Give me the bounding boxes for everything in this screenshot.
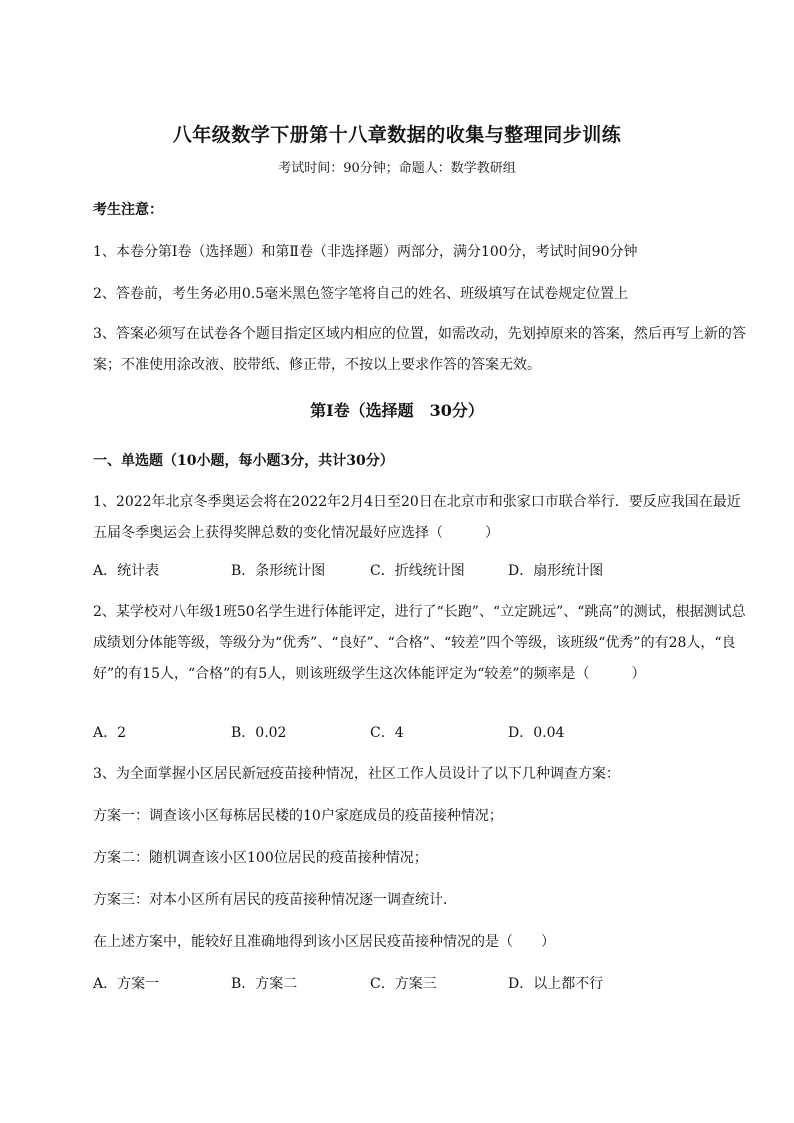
part-heading: 一、单选题（10小题，每小题3分，共计30分） — [93, 453, 394, 469]
question-1-stem: 1、2022年北京冬季奥运会将在2022年2月4日至20日在北京市和张家口市联合举行．要反应我国在最近五届冬季奥运会上获得奖牌总数的变化情况最好应选择（ ） — [93, 494, 741, 541]
question-2-stem: 2、某学校对八年级1班50名学生进行体能评定，进行了“长跑”、“立定跳远”、“跳高”的测试，根据测试总成绩划分体能等级，等级分为“优秀”、“良好”、“合格”、“较差”四个等级，该班级“优秀”的有28人，“良好”的有15人，“合格”的有5人，则该班级学生这次体能评定为“较差”的频率是（ ） — [93, 604, 746, 682]
question-2-option-b: B．0.02 — [231, 725, 287, 741]
question-3-plan-3: 方案三：对本小区所有居民的疫苗接种情况逐一调查统计． — [93, 892, 457, 908]
question-3-option-c: C．方案三 — [370, 976, 437, 992]
page-title: 八年级数学下册第十八章数据的收集与整理同步训练 — [172, 124, 622, 146]
notice-item-3: 3、答案必须写在试卷各个题目指定区域内相应的位置，如需改动，先划掉原来的答案，然后再写上新的答案；不准使用涂改液、胶带纸、修正带，不按以上要求作答的答案无效。 — [93, 326, 746, 373]
exam-info: 考试时间：90分钟；命题人：数学教研组 — [278, 161, 516, 176]
notice-item-1: 1、本卷分第I卷（选择题）和第Ⅱ卷（非选择题）两部分，满分100分，考试时间90分钟 — [93, 244, 638, 260]
question-3-option-d: D．以上都不行 — [508, 976, 604, 992]
question-2-option-c: C．4 — [370, 725, 404, 741]
question-1-option-a: A．统计表 — [93, 563, 160, 579]
question-3-plan-2: 方案二：随机调查该小区100位居民的疫苗接种情况； — [93, 850, 428, 866]
question-3-stem: 3、为全面掌握小区居民新冠疫苗接种情况，社区工作人员设计了以下几种调查方案： — [93, 766, 620, 782]
question-1-option-c: C．折线统计图 — [370, 563, 465, 579]
question-3-plan-1: 方案一：调查该小区每栋居民楼的10户家庭成员的疫苗接种情况； — [93, 808, 503, 824]
notice-heading: 考生注意： — [93, 202, 163, 218]
question-3-option-a: A．方案一 — [93, 976, 160, 992]
section-title: 第I卷（选择题 30分） — [310, 401, 484, 420]
question-2-option-a: A．2 — [93, 725, 127, 741]
notice-item-2: 2、答卷前，考生务必用0.5毫米黑色签字笔将自己的姓名、班级填写在试卷规定位置上 — [93, 286, 629, 302]
question-2-option-d: D．0.04 — [508, 725, 565, 741]
question-3-question: 在上述方案中，能较好且准确地得到该小区居民疫苗接种情况的是（ ） — [93, 934, 555, 950]
question-1-option-d: D．扇形统计图 — [508, 563, 604, 579]
question-1-option-b: B．条形统计图 — [231, 563, 326, 579]
question-3-option-b: B．方案二 — [231, 976, 298, 992]
